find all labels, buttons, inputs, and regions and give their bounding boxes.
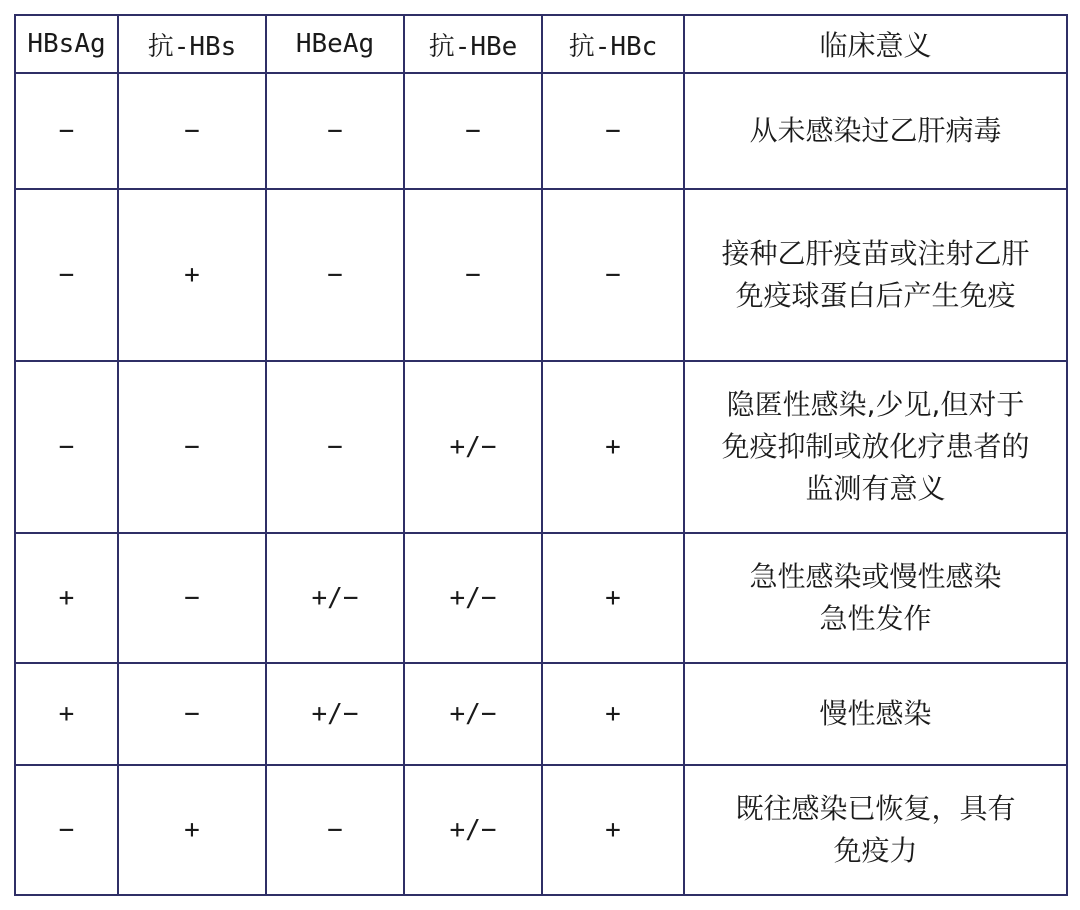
cell-anti-hbs: −	[118, 533, 266, 663]
cell-clinical-meaning	[684, 533, 1067, 663]
cell-anti-hbe: +/−	[404, 765, 542, 895]
cell-clinical-meaning	[684, 765, 1067, 895]
cell-anti-hbs: −	[118, 73, 266, 189]
cell-anti-hbc: +	[542, 533, 684, 663]
hbv-serology-table	[14, 14, 1068, 896]
meaning-line: 隐匿性感染,少见,但对于	[726, 388, 1025, 421]
cell-clinical-meaning	[684, 189, 1067, 361]
table-row	[15, 765, 1067, 895]
cell-anti-hbe: +/−	[404, 361, 542, 533]
cell-hbeag: +/−	[266, 533, 404, 663]
header-anti-hbe: 抗-HBe	[404, 15, 542, 73]
cell-anti-hbc: −	[542, 189, 684, 361]
meaning-line: 免疫抑制或放化疗患者的	[721, 430, 1030, 463]
table-row	[15, 663, 1067, 765]
cell-hbsag: −	[15, 765, 118, 895]
cell-anti-hbs: −	[118, 361, 266, 533]
cell-hbsag: −	[15, 189, 118, 361]
table-row	[15, 189, 1067, 361]
cell-clinical-meaning	[684, 361, 1067, 533]
meaning-line: 急性发作	[819, 602, 932, 635]
header-hbsag: HBsAg	[15, 15, 118, 73]
cell-hbeag: −	[266, 189, 404, 361]
cell-anti-hbe: +/−	[404, 663, 542, 765]
cell-anti-hbe: −	[404, 73, 542, 189]
meaning-line: 免疫球蛋白后产生免疫	[735, 279, 1016, 312]
cell-anti-hbe: +/−	[404, 533, 542, 663]
cell-clinical-meaning	[684, 663, 1067, 765]
cell-clinical-meaning	[684, 73, 1067, 189]
meaning-line: 慢性感染	[819, 697, 932, 730]
cell-hbsag: +	[15, 533, 118, 663]
cell-hbeag: +/−	[266, 663, 404, 765]
cell-hbeag: −	[266, 73, 404, 189]
meaning-line: 既往感染已恢复，具有	[735, 792, 1016, 825]
header-anti-hbs: 抗-HBs	[118, 15, 266, 73]
cell-hbsag: +	[15, 663, 118, 765]
cell-anti-hbe: −	[404, 189, 542, 361]
cell-anti-hbs: −	[118, 663, 266, 765]
meaning-line: 监测有意义	[805, 472, 946, 505]
cell-anti-hbc: −	[542, 73, 684, 189]
table-row	[15, 533, 1067, 663]
cell-anti-hbc: +	[542, 361, 684, 533]
header-row	[15, 15, 1067, 73]
hbv-serology-table-container	[14, 14, 1066, 896]
cell-anti-hbs: +	[118, 189, 266, 361]
meaning-line: 急性感染或慢性感染	[749, 560, 1002, 593]
header-hbeag: HBeAg	[266, 15, 404, 73]
cell-hbsag: −	[15, 361, 118, 533]
cell-hbsag: −	[15, 73, 118, 189]
cell-hbeag: −	[266, 765, 404, 895]
cell-anti-hbs: +	[118, 765, 266, 895]
meaning-line: 从未感染过乙肝病毒	[749, 114, 1002, 147]
meaning-line: 接种乙肝疫苗或注射乙肝	[721, 237, 1030, 270]
table-row	[15, 73, 1067, 189]
table-row	[15, 361, 1067, 533]
header-anti-hbc: 抗-HBc	[542, 15, 684, 73]
meaning-line: 免疫力	[833, 834, 918, 867]
cell-anti-hbc: +	[542, 765, 684, 895]
cell-anti-hbc: +	[542, 663, 684, 765]
header-clinical-meaning: 临床意义	[684, 15, 1067, 73]
cell-hbeag: −	[266, 361, 404, 533]
